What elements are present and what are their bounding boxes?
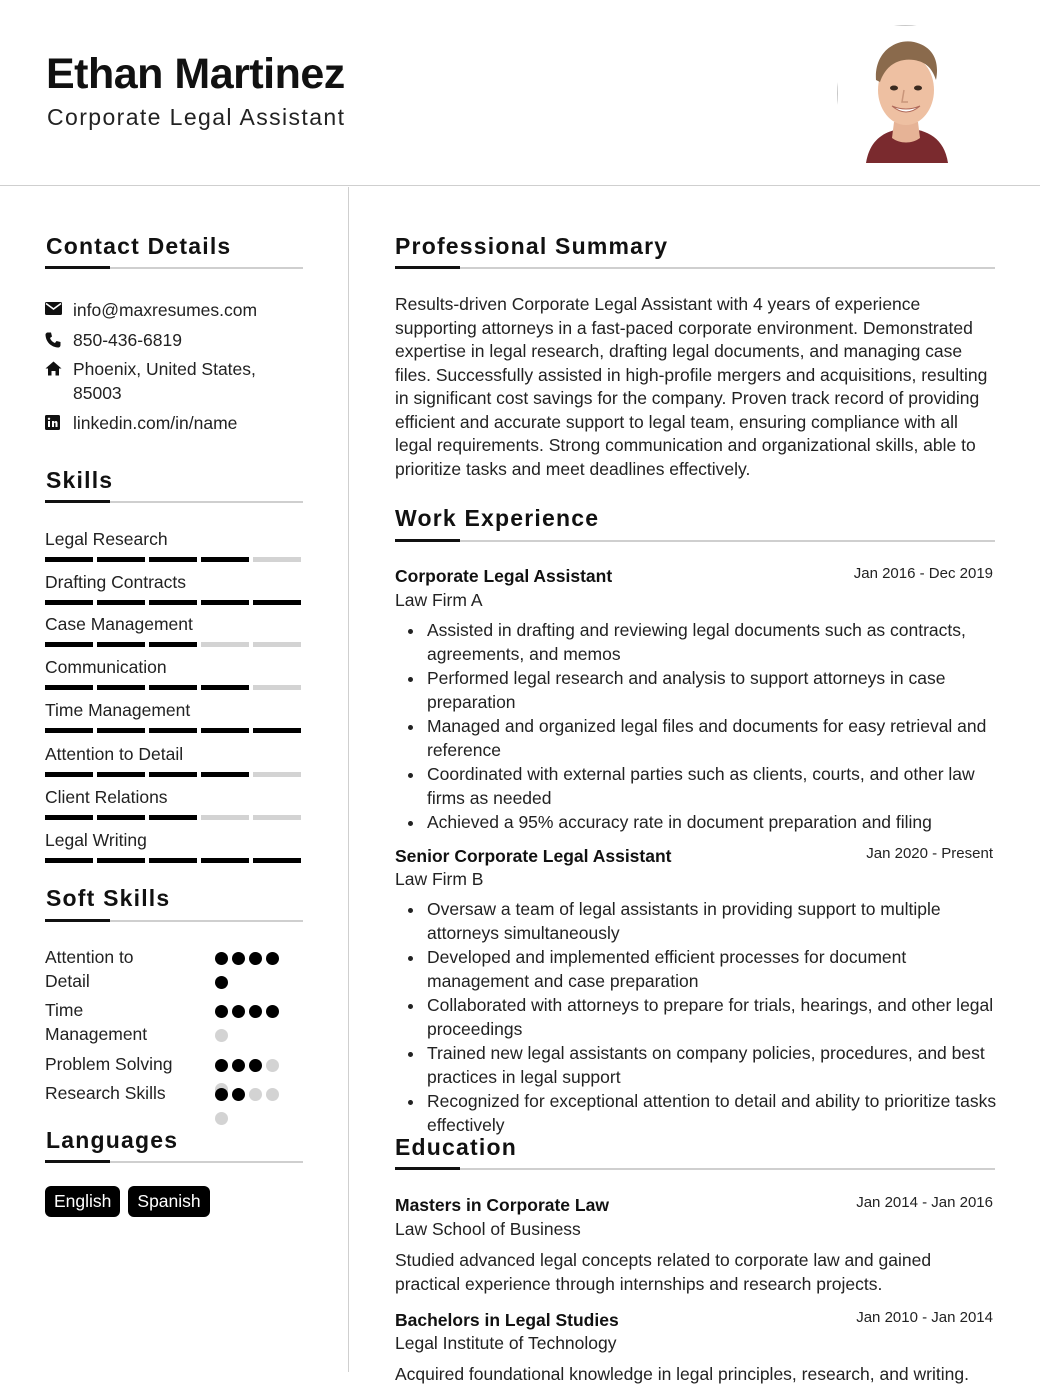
skill-rating-segment <box>45 685 93 690</box>
skills-heading: Skills <box>46 467 114 493</box>
skill-rating-segment <box>201 858 249 863</box>
soft-skill-rating-dot <box>232 1005 245 1018</box>
degree-title: Bachelors in Legal Studies <box>395 1310 619 1330</box>
candidate-title: Corporate Legal Assistant <box>47 104 346 130</box>
education-heading-rule <box>395 1168 995 1170</box>
job-bullet: Collaborated with attorneys to prepare for trials, hearings, and other legal proceedings <box>427 994 997 1041</box>
skill-item <box>45 656 303 690</box>
skills-heading-rule <box>45 501 303 503</box>
skill-rating-segment <box>149 772 197 777</box>
skill-rating-bars <box>45 858 303 863</box>
degree-description: Studied advanced legal concepts related to corporate law and gained practical experience through internships and research projects. <box>395 1250 932 1294</box>
skill-rating-segment <box>201 685 249 690</box>
degree-description: Acquired foundational knowledge in legal principles, research, and writing. <box>395 1364 969 1384</box>
soft-skills-heading-rule <box>45 920 303 922</box>
linkedin-icon <box>45 411 73 435</box>
skill-rating-segment <box>149 858 197 863</box>
summary-heading: Professional Summary <box>395 233 669 259</box>
skill-label: Drafting Contracts <box>45 572 187 592</box>
soft-skill-label: Time Management <box>45 1000 148 1044</box>
skill-rating-segment <box>149 600 197 605</box>
profile-photo <box>837 25 974 162</box>
skill-rating-segment <box>97 772 145 777</box>
summary-text: Results-driven Corporate Legal Assistant with 4 years of experience supporting attorneys in a fast-paced corporate environment. Demonstrated expertise in legal research, drafting legal documents, and managing case files. Successfully assisted in high-profile mergers and acquisitions, resulting in significant cost savings for the company. Proven track record of providing efficient and accurate support to legal team, ensuring compliance with all legal requirements. Strong communication and organizational skills, able to prioritize tasks and meet deadlines effectively. <box>395 294 988 479</box>
skill-rating-segment <box>201 728 249 733</box>
job-bullet: Oversaw a team of legal assistants in providing support to multiple attorneys simultaneously <box>427 898 997 945</box>
soft-skill-rating-dot <box>249 1059 262 1072</box>
soft-skill-rating-dot <box>266 952 279 965</box>
skill-rating-segment <box>149 557 197 562</box>
soft-skill-rating-dot <box>215 1112 228 1125</box>
soft-skill-rating-dot <box>266 1088 279 1101</box>
job-bullet: Coordinated with external parties such as clients, courts, and other law firms as needed <box>427 763 997 810</box>
skill-rating-segment <box>97 815 145 820</box>
job-bullet: Assisted in drafting and reviewing legal documents such as contracts, agreements, and memos <box>427 619 997 666</box>
envelope-icon <box>45 298 73 322</box>
skill-label: Case Management <box>45 614 193 634</box>
experience-heading: Work Experience <box>395 505 600 531</box>
degree-title: Masters in Corporate Law <box>395 1195 609 1215</box>
education-heading: Education <box>395 1134 517 1160</box>
job-bullets <box>427 898 997 1138</box>
contact-heading: Contact Details <box>46 233 232 259</box>
languages-heading-rule <box>45 1161 303 1163</box>
languages-heading: Languages <box>46 1127 179 1153</box>
skill-item <box>45 613 303 647</box>
skill-rating-segment <box>149 728 197 733</box>
skill-item <box>45 829 303 863</box>
skill-rating-segment <box>97 728 145 733</box>
soft-skill-label: Attention to Detail <box>45 947 134 991</box>
skill-rating-segment <box>97 642 145 647</box>
resume-header <box>0 0 1040 186</box>
job-title: Senior Corporate Legal Assistant <box>395 846 672 866</box>
soft-skill-label: Problem Solving <box>45 1054 173 1074</box>
contact-email-text: info@maxresumes.com <box>73 300 258 320</box>
skill-rating-bars <box>45 557 303 562</box>
skill-rating-segment <box>45 557 93 562</box>
soft-skill-rating-dot <box>232 1059 245 1072</box>
skill-rating-segment <box>45 728 93 733</box>
job-title: Corporate Legal Assistant <box>395 566 613 586</box>
soft-skill-rating-dot <box>249 952 262 965</box>
language-badge: English <box>45 1186 120 1217</box>
soft-skill-rating-dots <box>215 1088 295 1136</box>
skill-label: Legal Writing <box>45 830 147 850</box>
contact-phone-text: 850-436-6819 <box>73 330 182 350</box>
soft-skill-rating-dot <box>215 952 228 965</box>
skill-rating-segment <box>201 815 249 820</box>
degree-dates: Jan 2014 - Jan 2016 <box>856 1194 993 1211</box>
job-dates: Jan 2016 - Dec 2019 <box>853 565 993 582</box>
skill-rating-bars <box>45 728 303 733</box>
soft-skill-rating-dots <box>215 952 295 1000</box>
skill-rating-segment <box>253 600 301 605</box>
job-bullet: Performed legal research and analysis to support attorneys in case preparation <box>427 667 997 714</box>
job-bullet: Managed and organized legal files and documents for easy retrieval and reference <box>427 715 997 762</box>
skill-rating-segment <box>201 772 249 777</box>
skill-rating-segment <box>45 858 93 863</box>
skill-item <box>45 786 303 820</box>
skill-rating-bars <box>45 815 303 820</box>
skill-rating-segment <box>253 557 301 562</box>
skill-rating-segment <box>253 772 301 777</box>
skill-item <box>45 528 303 562</box>
skill-rating-segment <box>149 642 197 647</box>
contact-linkedin[interactable] <box>45 411 305 435</box>
contact-address <box>45 357 305 405</box>
languages-list <box>45 1186 210 1217</box>
language-badge: Spanish <box>128 1186 209 1217</box>
soft-skill-rating-dot <box>249 1088 262 1101</box>
skill-rating-segment <box>97 557 145 562</box>
contact-address-text: Phoenix, United States, 85003 <box>73 359 256 403</box>
school-name: Law School of Business <box>395 1219 581 1239</box>
skill-rating-segment <box>149 815 197 820</box>
soft-skill-label: Research Skills <box>45 1083 166 1103</box>
job-bullet: Trained new legal assistants on company policies, procedures, and best practices in legal support <box>427 1042 997 1089</box>
summary-heading-rule <box>395 267 995 269</box>
skill-rating-bars <box>45 772 303 777</box>
contact-heading-rule <box>45 267 303 269</box>
skill-rating-segment <box>97 858 145 863</box>
skill-item <box>45 699 303 733</box>
soft-skills-heading: Soft Skills <box>46 885 171 911</box>
skill-rating-segment <box>201 642 249 647</box>
skill-item <box>45 571 303 605</box>
soft-skill-rating-dot <box>215 1005 228 1018</box>
degree-dates: Jan 2010 - Jan 2014 <box>856 1309 993 1326</box>
skill-rating-bars <box>45 685 303 690</box>
skill-rating-segment <box>45 815 93 820</box>
soft-skill-rating-dot <box>266 1059 279 1072</box>
job-bullet: Recognized for exceptional attention to detail and ability to prioritize tasks effectively <box>427 1090 997 1137</box>
contact-email[interactable] <box>45 298 305 322</box>
skill-rating-segment <box>201 600 249 605</box>
home-icon <box>45 357 73 405</box>
skill-rating-segment <box>45 642 93 647</box>
soft-skill-rating-dot <box>266 1005 279 1018</box>
skill-label: Client Relations <box>45 787 168 807</box>
school-name: Legal Institute of Technology <box>395 1333 617 1353</box>
soft-skill-rating-dot <box>215 1059 228 1072</box>
job-bullet: Achieved a 95% accuracy rate in document preparation and filing <box>427 811 997 835</box>
soft-skill-rating-dot <box>249 1005 262 1018</box>
skill-rating-segment <box>253 815 301 820</box>
skill-rating-segment <box>97 685 145 690</box>
soft-skill-rating-dot <box>232 1088 245 1101</box>
skill-rating-segment <box>149 685 197 690</box>
skill-rating-segment <box>253 685 301 690</box>
job-company: Law Firm B <box>395 869 484 889</box>
skill-item <box>45 743 303 777</box>
skill-label: Communication <box>45 657 167 677</box>
job-company: Law Firm A <box>395 590 483 610</box>
job-dates: Jan 2020 - Present <box>866 845 993 862</box>
job-bullet: Developed and implemented efficient processes for document management and case preparation <box>427 946 997 993</box>
column-divider <box>348 187 349 1372</box>
skill-rating-segment <box>45 772 93 777</box>
skill-label: Time Management <box>45 700 191 720</box>
skill-label: Attention to Detail <box>45 744 184 764</box>
skill-rating-segment <box>253 858 301 863</box>
experience-heading-rule <box>395 540 995 542</box>
phone-icon <box>45 328 73 352</box>
skill-rating-segment <box>253 728 301 733</box>
skill-rating-segment <box>97 600 145 605</box>
job-bullets <box>427 619 997 836</box>
soft-skill-rating-dot <box>215 976 228 989</box>
soft-skill-rating-dot <box>215 1029 228 1042</box>
skill-rating-bars <box>45 600 303 605</box>
skill-rating-bars <box>45 642 303 647</box>
candidate-name: Ethan Martinez <box>46 50 345 98</box>
skill-rating-segment <box>45 600 93 605</box>
soft-skill-rating-dots <box>215 1005 295 1053</box>
contact-phone[interactable] <box>45 328 305 352</box>
skill-rating-segment <box>253 642 301 647</box>
skill-rating-segment <box>201 557 249 562</box>
contact-linkedin-text: linkedin.com/in/name <box>73 413 238 433</box>
avatar-illustration <box>838 26 975 163</box>
skill-label: Legal Research <box>45 529 168 549</box>
soft-skill-rating-dot <box>215 1088 228 1101</box>
soft-skill-rating-dot <box>232 952 245 965</box>
